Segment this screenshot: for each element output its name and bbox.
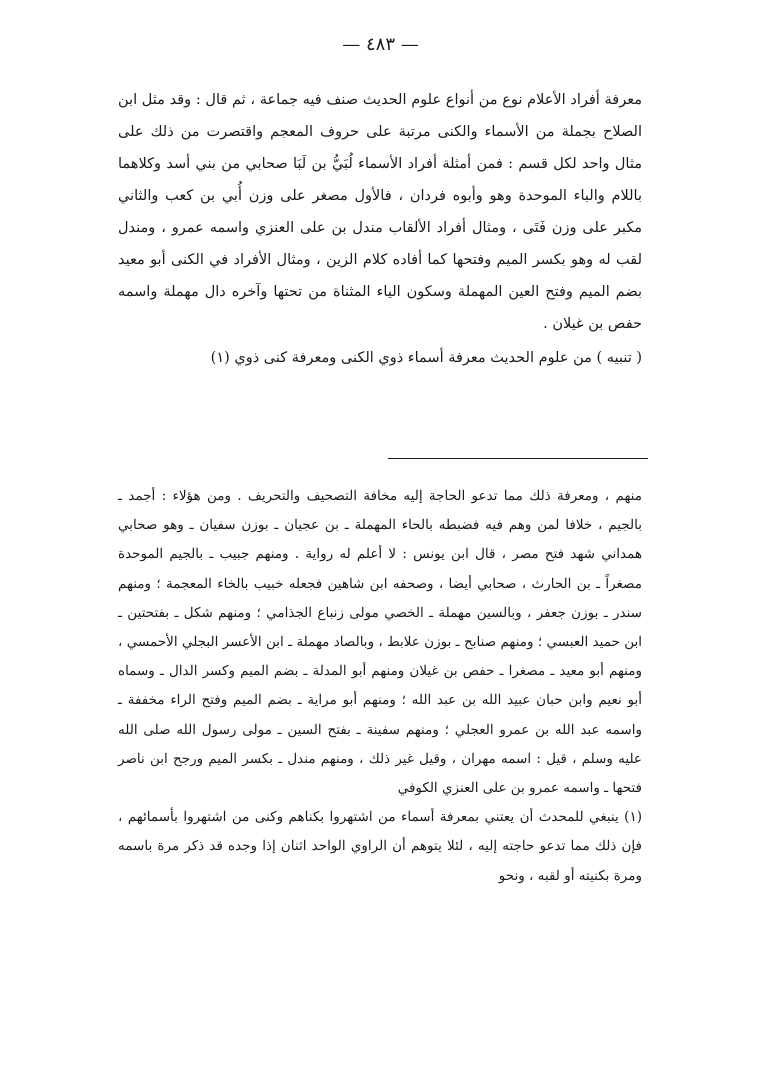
main-text-block xyxy=(118,84,642,374)
footnote-continuation: منهم ، ومعرفة ذلك مما تدعو الحاجة إليه مخافة التصحيف والتحريف . ومن هؤلاء : أجمد ـ بالجيم ، خلافا لمن وهم فيه فضبطه بالحاء المهملة ـ بن عجيان ـ بوزن سفيان ـ وهو صحابي همداني شهد فتح مصر ، قال ابن يونس : لا أعلم له رواية . ومنهم جبيب ـ بالجيم الموحدة مصغراً ـ بن الحارث ، صحابي أيضا ، وصحفه ابن شاهين فجعله خبيب بالخاء المعجمة ؛ ومنهم سندر ـ بوزن جعفر ، وبالسين مهملة ـ الخصي مولى زنباع الجذامي ؛ ومنهم شكل ـ بفتحتين ـ ابن حميد العبسي ؛ ومنهم صنابح ـ بوزن علابط ، وبالصاد مهملة ـ ابن الأعسر البجلي الأحمسي ، ومنهم أبو معيد ـ مصغرا ـ حفص بن غيلان ومنهم أبو المدلة ـ بضم الميم وكسر الدال ـ وسماه أبو نعيم وابن حبان عبيد الله بن عبد الله ؛ ومنهم أبو مراية ـ بضم الميم وفتح الراء مخففة ـ واسمه عبد الله بن عمرو العجلي ؛ ومنهم سفينة ـ بفتح السين ـ مولى رسول الله صلى الله عليه وسلم ، قيل : اسمه مهران ، وقيل غير ذلك ، ومنهم مندل ـ بكسر الميم ورجح ابن ناصر فتحها ـ واسمه عمرو بن على العنزي الكوفي xyxy=(118,488,642,797)
footnote-1: (١) ينبغي للمحدث أن يعتني بمعرفة أسماء من اشتهروا بكناهم وكنى من اشتهروا بأسمائهم ، فإن ذلك مما تدعو حاجته إليه ، لئلا يتوهم أن الراوي الواحد اثنان إذا وجده قد ذكر مرة باسمه ومرة بكنيته أو لقبه ، ونحو xyxy=(118,809,642,884)
footnote-divider xyxy=(388,458,648,459)
footnote-block xyxy=(118,482,642,891)
main-paragraph: معرفة أفراد الأعلام نوع من أنواع علوم الحديث صنف فيه جماعة ، ثم قال : وقد مثل ابن الصلاح بجملة من الأسماء والكنى مرتبة على حروف المعجم واقتصرت من ذلك على مثال واحد لكل قسم : فمن أمثلة أفراد الأسماء لُبَيُّ بن لَبَا صحابي من بني أسد وكلاهما باللام والباء الموحدة وهو وأبوه فردان ، فالأول مصغر على وزن أُبي بن كعب والثاني مكبر على وزن فَتَى ، ومثال أفراد الألقاب مندل بن على العنزي واسمه عمرو ، ومندل لقب له وهو بكسر الميم وفتحها كما أفاده كلام الزين ، ومثال الأفراد في الكنى أبو معيد بضم الميم وفتح العين المهملة وسكون الياء المثناة من تحتها وآخره دال مهملة واسمه حفص بن غيلان . xyxy=(118,92,642,332)
note-paragraph: ( تنبيه ) من علوم الحديث معرفة أسماء ذوي الكنى ومعرفة كنى ذوي (١) xyxy=(210,350,642,366)
page-number: — ٤٨٣ — xyxy=(342,34,419,55)
